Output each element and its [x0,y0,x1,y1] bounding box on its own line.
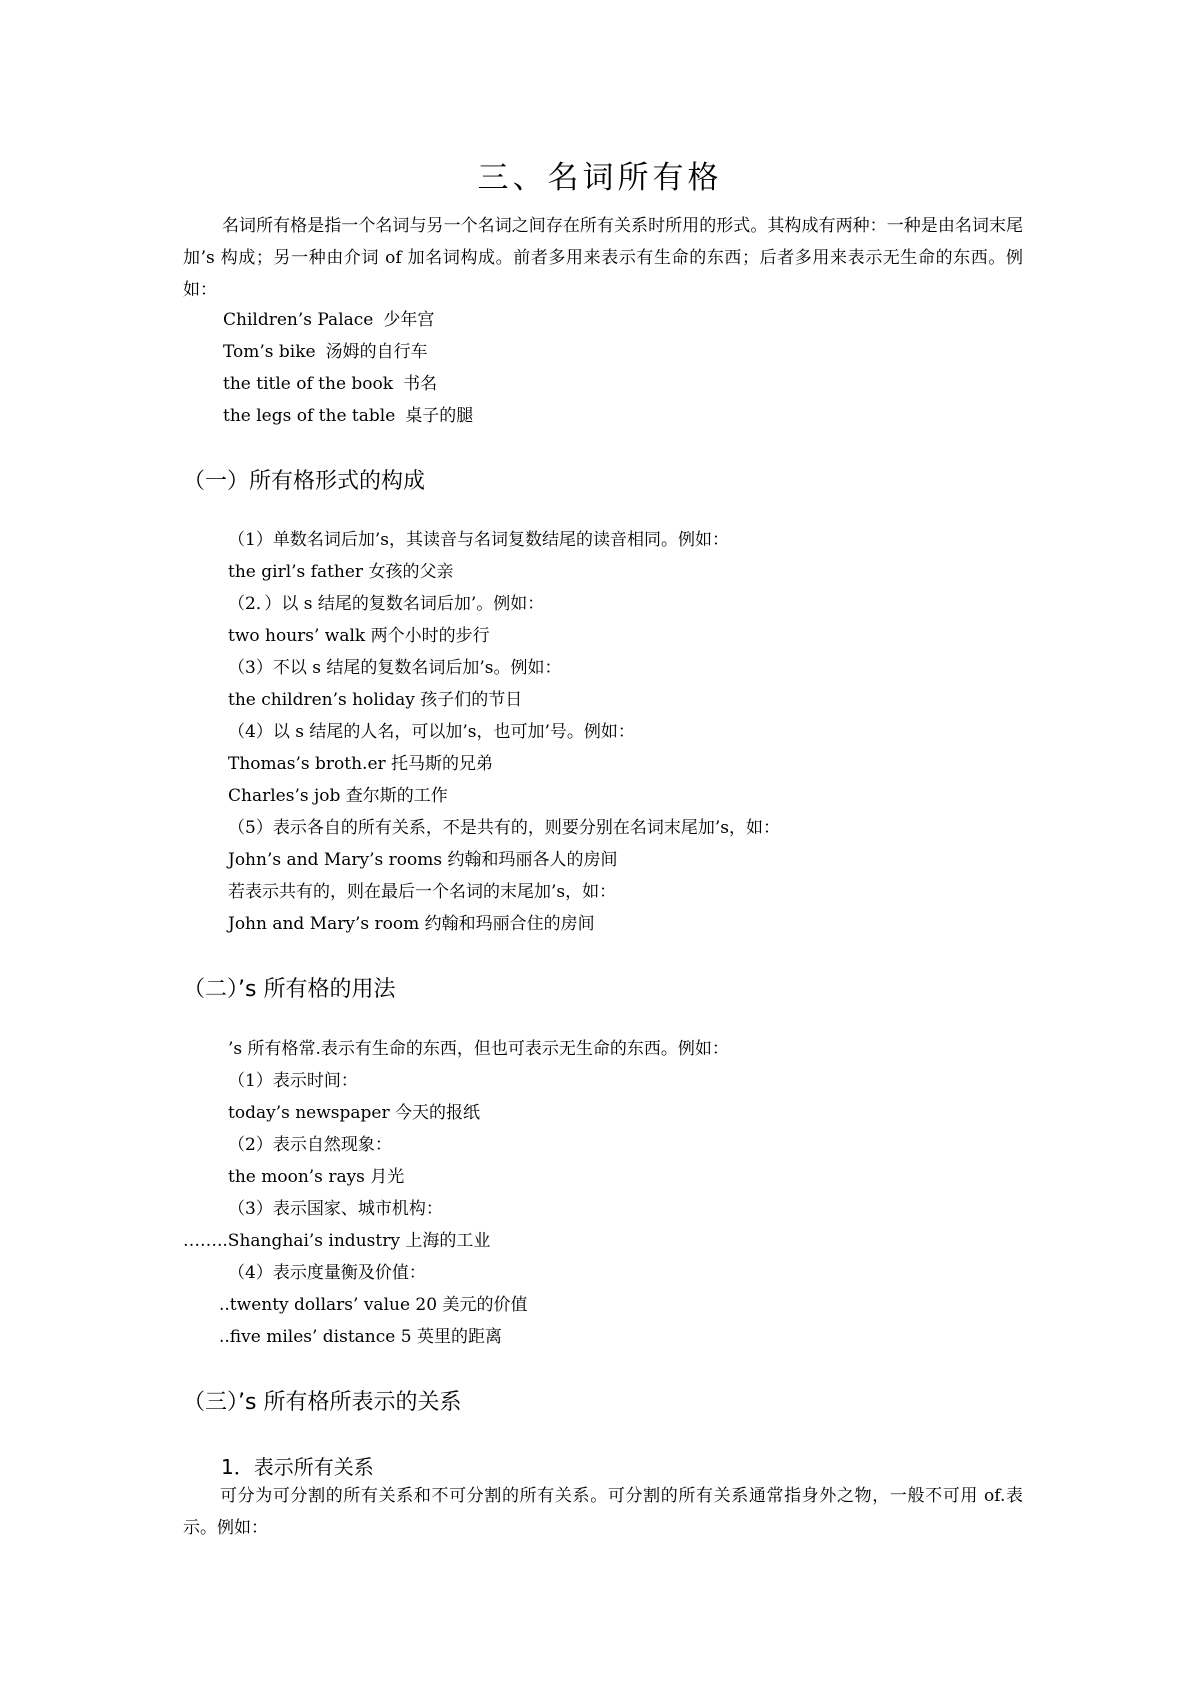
section-line: （2．）以 s 结尾的复数名词后加’。例如： [228,594,545,614]
section-line: （3）不以 s 结尾的复数名词后加’s。例如： [228,658,562,678]
section-heading: （三）’s 所有格所表示的关系 [183,1390,462,1415]
section-line: （4）表示度量衡及价值： [228,1263,426,1283]
page-title: 三、名词所有格 [477,160,723,196]
section-line: the girl’s father 女孩的父亲 [228,562,454,582]
section-paragraph: 可分为可分割的所有关系和不可分割的所有关系。可分割的所有关系通常指身外之物，一般不可用 of.表示。例如： [183,1486,1023,1538]
section-line: （5）表示各自的所有关系，不是共有的，则要分别在名词末尾加’s，如： [228,818,780,838]
section-line: ..twenty dollars’ value 20 美元的价值 [219,1295,528,1315]
section-line: ’s 所有格常.表示有生命的东西，但也可表示无生命的东西。例如： [228,1039,729,1059]
section-line: （2）表示自然现象： [228,1135,392,1155]
section-line: Charles’s job 查尔斯的工作 [228,786,448,806]
section-line: 若表示共有的，则在最后一个名词的末尾加’s，如： [228,882,617,902]
section-line: John and Mary’s room 约翰和玛丽合住的房间 [228,914,595,934]
section-heading: （二）’s 所有格的用法 [183,977,396,1002]
example-chinese: 书名 [403,374,438,394]
section-line: ..five miles’ distance 5 英里的距离 [219,1327,502,1347]
section-line: two hours’ walk 两个小时的步行 [228,626,490,646]
section-line: John’s and Mary’s rooms 约翰和玛丽各人的房间 [228,850,618,870]
example-chinese: 少年宫 [383,310,435,330]
example-line [223,405,473,427]
example-english: Children’s Palace [223,310,374,330]
section-line: today’s newspaper 今天的报纸 [228,1103,480,1123]
example-chinese: 汤姆的自行车 [325,342,428,362]
example-line [223,373,437,395]
section-line: the moon’s rays 月光 [228,1167,405,1187]
example-english: the title of the book [223,374,394,394]
section-heading: （一）所有格形式的构成 [183,469,426,494]
section-line: （1）单数名词后加’s，其读音与名词复数结尾的读音相同。例如： [228,530,729,550]
section-line: ……..Shanghai’s industry 上海的工业 [183,1231,491,1251]
example-line [223,309,434,331]
example-english: the legs of the table [223,406,396,426]
section-line: （4）以 s 结尾的人名，可以加’s，也可加’号。例如： [228,722,635,742]
section-line: the children’s holiday 孩子们的节日 [228,690,523,710]
example-chinese: 桌子的腿 [405,406,474,426]
section-line: （3）表示国家、城市机构： [228,1199,443,1219]
section-line: （1）表示时间： [228,1071,358,1091]
example-english: Tom’s bike [223,342,316,362]
section-line: Thomas’s broth.er 托马斯的兄弟 [228,754,494,774]
subsection-heading: 1．表示所有关系 [221,1455,374,1479]
example-line [223,341,428,363]
intro-paragraph: 名词所有格是指一个名词与另一个名词之间存在所有关系时所用的形式。其构成有两种：一种是由名词末尾加’s 构成；另一种由介词 of 加名词构成。前者多用来表示有生命的东西；后者多用来表示无生命的东西。例如： [183,216,1023,300]
